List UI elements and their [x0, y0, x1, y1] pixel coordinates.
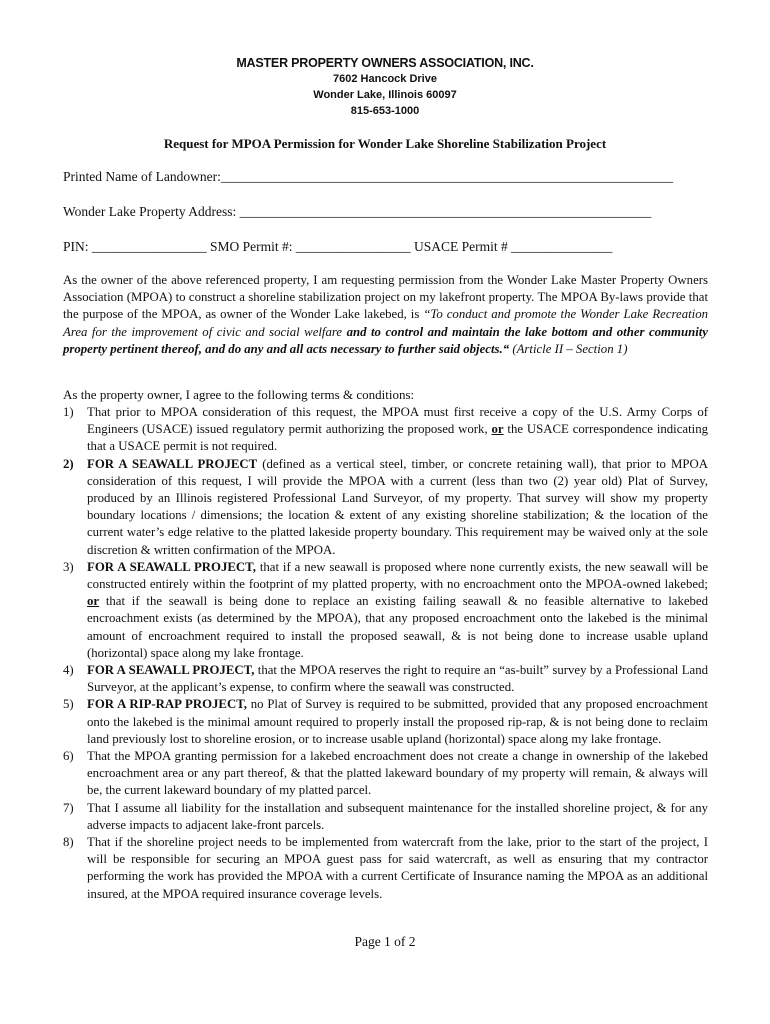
term-heading: FOR A SEAWALL PROJECT, [87, 663, 255, 678]
term-text: that the MPOA reserves the right to require an “as-built” survey by a Professional Land Surveyor, at the applicant’s expense, to confirm where the seawall was constructed. [87, 663, 708, 695]
term-item [63, 404, 708, 456]
term-text: That I assume all liability for the installation and subsequent maintenance for the installed shoreline project, & for any adverse impacts to adjacent lake-front parcels. [87, 800, 708, 832]
term-text: (defined as a vertical steel, timber, or concrete retaining wall), that prior to MPOA consideration of this request, I will provide the MPOA with a current (less than two (2) year old) Plat of Survey, produced by an Illinois registered Professional Land Surveyor, of my property. That survey will show my property boundary locations / dimensions; the location & extent of any existing shoreline stabilization; & the location of the current water’s edge relative to the platted lakeside property boundary. This requirement may be waived only at the sole discretion & written confirmation of the MPOA. [87, 456, 708, 557]
term-heading: FOR A SEAWALL PROJECT, [87, 559, 256, 574]
term-number: 7) [63, 800, 74, 815]
landowner-name-field[interactable]: Printed Name of Landowner:___________________________________________________________________ [63, 169, 674, 184]
property-address-field[interactable]: Wonder Lake Property Address: _____________________________________________________________ [63, 204, 652, 219]
term-number: 4) [63, 663, 74, 678]
org-street: 7602 Hancock Drive [333, 73, 437, 85]
term-item [63, 834, 708, 903]
term-item [63, 800, 708, 834]
term-heading: FOR A RIP-RAP PROJECT, [87, 697, 247, 712]
term-number: 2) [63, 456, 74, 471]
term-text: That prior to MPOA consideration of this request, the MPOA must first receive a copy of the U.S. Army Corps of Engineers (USACE) issued regulatory permit authorizing the proposed work, [87, 405, 708, 437]
term-text: no Plat of Survey is required to be submitted, provided that any proposed encroachment onto the lakebed is the minimal amount required to properly install the proposed rip-rap, & is not being done to reclaim land previously lost to shoreline erosion, or to increase usable upland (horizontal) space along my lake frontage. [87, 697, 708, 746]
term-heading: FOR A SEAWALL PROJECT [87, 456, 258, 471]
term-number: 3) [63, 559, 74, 574]
bylaws-citation: (Article II – Section 1) [509, 341, 628, 356]
term-text: the USACE correspondence indicating that a USACE permit is not required. [87, 422, 708, 454]
org-city: Wonder Lake, Illinois 60097 [313, 89, 457, 101]
term-item [63, 559, 708, 662]
intro-text: As the owner of the above referenced property, I am requesting permission from the Wonder Lake Master Property Owners Association (MPOA) to construct a shoreline stabilization project on my lakefront property. The MPOA By-laws provide that the purpose of the MPOA, as owner of the Wonder Lake lakebed, is [63, 273, 708, 322]
term-number: 5) [63, 697, 74, 712]
term-number: 8) [63, 835, 74, 850]
org-name: MASTER PROPERTY OWNERS ASSOCIATION, INC. [236, 56, 534, 70]
term-underline: or [87, 594, 100, 609]
bylaws-quote: “To conduct and promote the Wonder Lake Recreation Area for the improvement of civic and social welfare [63, 307, 709, 339]
terms-list [63, 404, 708, 903]
permit-numbers-field[interactable]: PIN: _________________ SMO Permit #: _________________ USACE Permit # _______________ [63, 239, 613, 254]
term-text: that if a new seawall is proposed where none currently exists, the new seawall will be constructed entirely within the footprint of my platted property, with no encroachment onto the MPOA-owned lakebed; [87, 559, 709, 592]
terms-lead: As the property owner, I agree to the following terms & conditions: [63, 387, 415, 402]
page-number: Page 1 of 2 [354, 934, 416, 949]
term-item [63, 456, 708, 559]
term-number: 1) [63, 405, 74, 419]
term-item [63, 748, 708, 800]
term-text: that if the seawall is being done to replace an existing failing seawall & no feasible alternative to lakebed encroachment exists (as determined by the MPOA), that any proposed encroachment onto the lakebed is the minimal amount of encroachment required to install the proposed seawall, & is not being done to increase usable upland (horizontal) space along my lake frontage. [87, 594, 708, 660]
bylaws-quote-emphasis: and to control and maintain the lake bottom and other community property pertinent thereof, and do any and all acts necessary to further said objects.“ [63, 324, 708, 356]
document-title: Request for MPOA Permission for Wonder Lake Shoreline Stabilization Project [163, 136, 607, 151]
term-item [63, 662, 708, 696]
term-underline: or [491, 422, 504, 437]
term-number: 6) [63, 749, 74, 764]
intro-paragraph [63, 272, 708, 358]
org-phone: 815-653-1000 [350, 105, 420, 117]
term-text: That the MPOA granting permission for a lakebed encroachment does not create a change in ownership of the lakebed encroachment area or any part thereof, & that the platted lakeward boundary of my property will remain, & always will be, the current lakeward boundary of my platted parcel. [87, 749, 708, 798]
term-item [63, 696, 708, 748]
term-text: That if the shoreline project needs to be implemented from watercraft from the lake, prior to the start of the project, I will be responsible for securing an MPOA guest pass for said watercraft, as well as ensuring that my contractor performing the work has provided the MPOA with a current Certificate of Insurance naming the MPOA as an additional insured, at the MPOA required insurance coverage levels. [87, 835, 708, 901]
